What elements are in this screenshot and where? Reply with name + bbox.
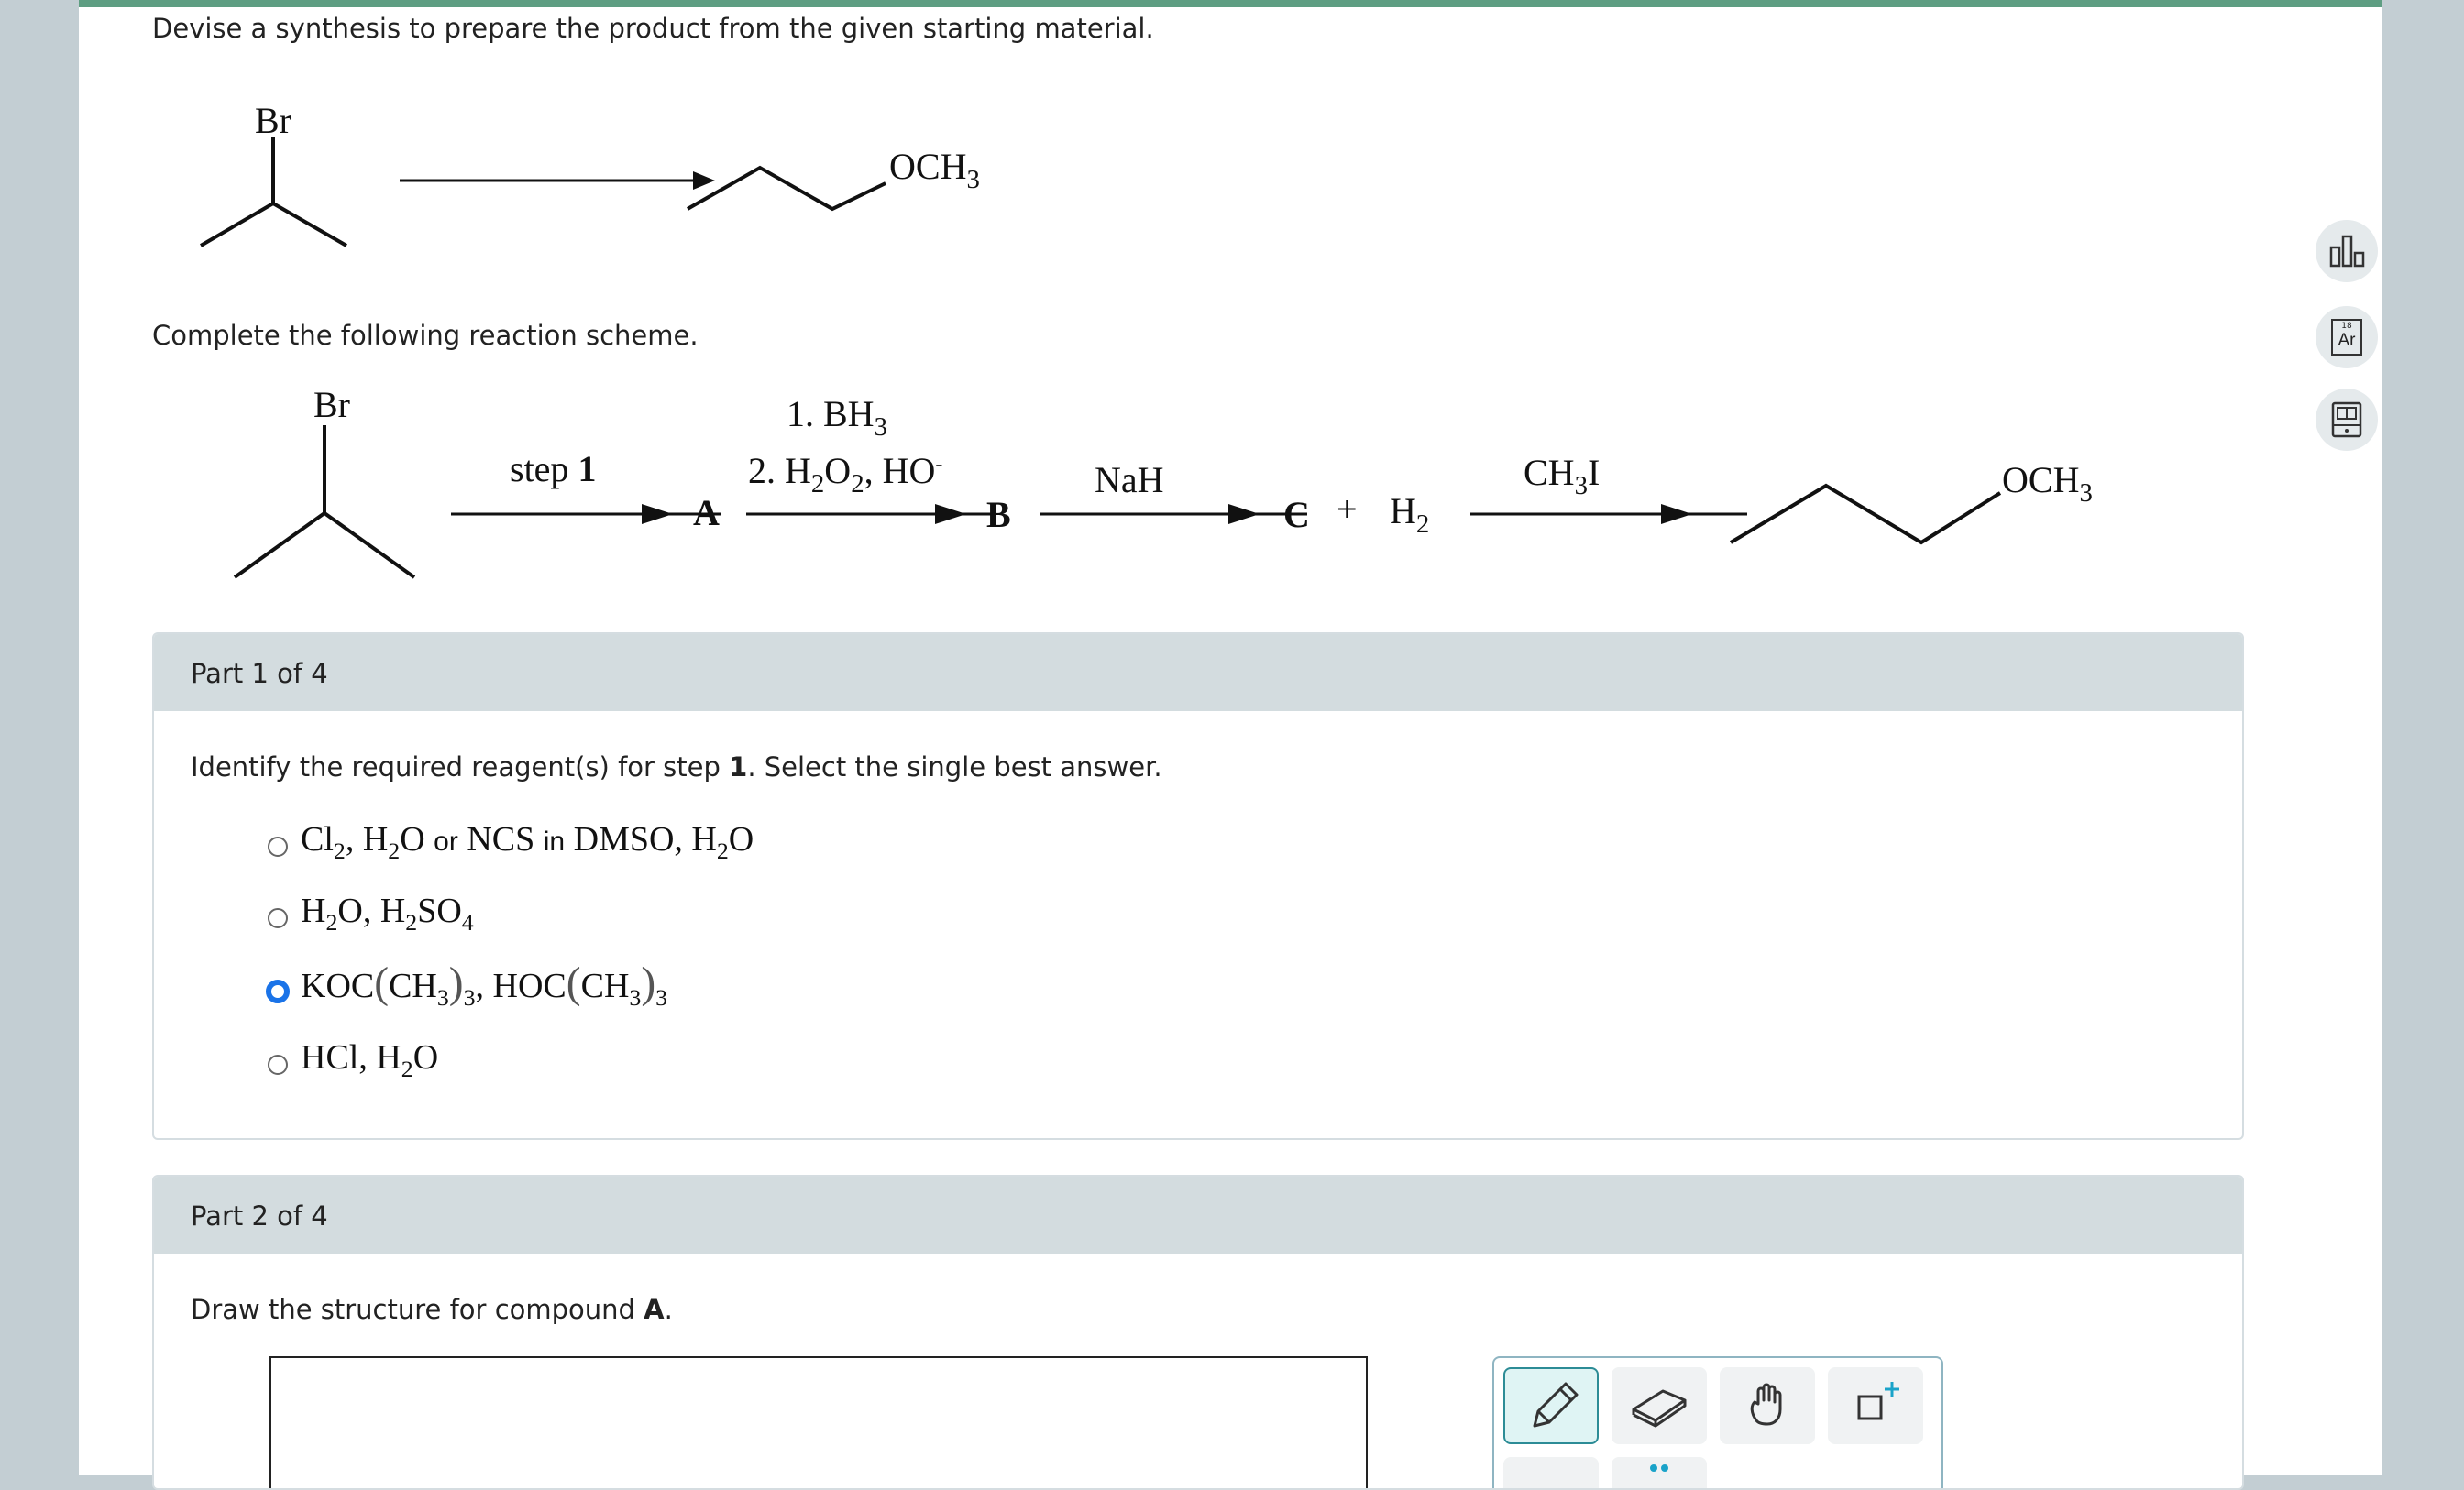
pencil-icon bbox=[1505, 1369, 1597, 1442]
step1-label: step 1 bbox=[510, 448, 597, 489]
periodic-symbol: Ar bbox=[2338, 331, 2356, 350]
option-1-label[interactable]: $Cl_2$, $H_2O$ or NCS in DMSO, $H_2O$ bbox=[301, 820, 754, 865]
scheme-start-br-label: Br bbox=[314, 384, 350, 425]
compound-c-label: C bbox=[1283, 494, 1310, 535]
part1-header bbox=[154, 634, 2242, 711]
plus-sign: + bbox=[1336, 488, 1358, 530]
periodic-number: 18 bbox=[2341, 322, 2352, 331]
page bbox=[79, 0, 2382, 1475]
reagent2-line1: 1. $BH_3$ bbox=[786, 393, 887, 443]
lone-pair-icon bbox=[1612, 1457, 1707, 1490]
add-square-icon bbox=[1828, 1367, 1923, 1444]
hand-icon bbox=[1720, 1367, 1815, 1444]
periodic-table-button[interactable] bbox=[2316, 306, 2378, 368]
part2-panel bbox=[152, 1175, 2244, 1490]
product-och3-label: $OCH_3$ bbox=[889, 146, 980, 195]
reagent2-line2: 2. $H_2O_2$, HO- bbox=[748, 450, 943, 499]
option-4-label[interactable]: HCl, $H_2O$ bbox=[301, 1038, 439, 1083]
pencil-tool[interactable] bbox=[1503, 1367, 1599, 1444]
h2-label: $H_2$ bbox=[1390, 490, 1430, 540]
option-2-label[interactable]: $H_2O$, $H_2SO_4$ bbox=[301, 892, 474, 937]
reagent3-label: NaH bbox=[1094, 459, 1164, 500]
part2-prompt: Draw the structure for compound A. bbox=[191, 1294, 673, 1325]
eraser-icon bbox=[1612, 1367, 1707, 1444]
scheme-instruction: Complete the following reaction scheme. bbox=[152, 320, 698, 351]
scheme-product-skeleton bbox=[79, 0, 2279, 641]
drawing-canvas[interactable] bbox=[270, 1356, 1368, 1490]
compound-b-label: B bbox=[986, 494, 1011, 535]
option-4-radio[interactable] bbox=[268, 1055, 288, 1075]
option-1-radio[interactable] bbox=[268, 837, 288, 857]
book-icon bbox=[2316, 389, 2378, 451]
add-template-tool[interactable] bbox=[1828, 1367, 1923, 1444]
drawing-toolbar bbox=[1492, 1356, 1943, 1490]
data-chart-button[interactable] bbox=[2316, 220, 2378, 282]
bar-chart-icon bbox=[2316, 220, 2378, 282]
toolbar-row2-tool-1[interactable] bbox=[1503, 1457, 1599, 1490]
periodic-table-icon bbox=[2331, 319, 2362, 356]
scheme-product-och3-label: $OCH_3$ bbox=[2002, 459, 2093, 509]
ebook-button[interactable] bbox=[2316, 389, 2378, 451]
compound-a-label: A bbox=[693, 492, 720, 533]
reagent4-label: $CH_3I$ bbox=[1524, 452, 1600, 501]
option-3-radio-selected[interactable] bbox=[266, 980, 290, 1003]
option-3-label[interactable]: $KOC(CH_3)_3$, $HOC(CH_3)_3$ bbox=[301, 959, 668, 1012]
part1-header-text: Part 1 of 4 bbox=[191, 658, 328, 689]
eraser-tool[interactable] bbox=[1612, 1367, 1707, 1444]
option-2-radio[interactable] bbox=[268, 908, 288, 928]
hand-tool[interactable] bbox=[1720, 1367, 1815, 1444]
toolbar-row2-tool-2[interactable] bbox=[1612, 1457, 1707, 1490]
question-prompt: Devise a synthesis to prepare the product from the given starting material. bbox=[152, 13, 1154, 44]
part2-header bbox=[154, 1177, 2242, 1254]
part1-panel bbox=[152, 632, 2244, 1140]
part2-header-text: Part 2 of 4 bbox=[191, 1200, 328, 1232]
start-br-label: Br bbox=[255, 100, 292, 141]
part1-prompt: Identify the required reagent(s) for step 1. Select the single best answer. bbox=[191, 751, 1162, 783]
